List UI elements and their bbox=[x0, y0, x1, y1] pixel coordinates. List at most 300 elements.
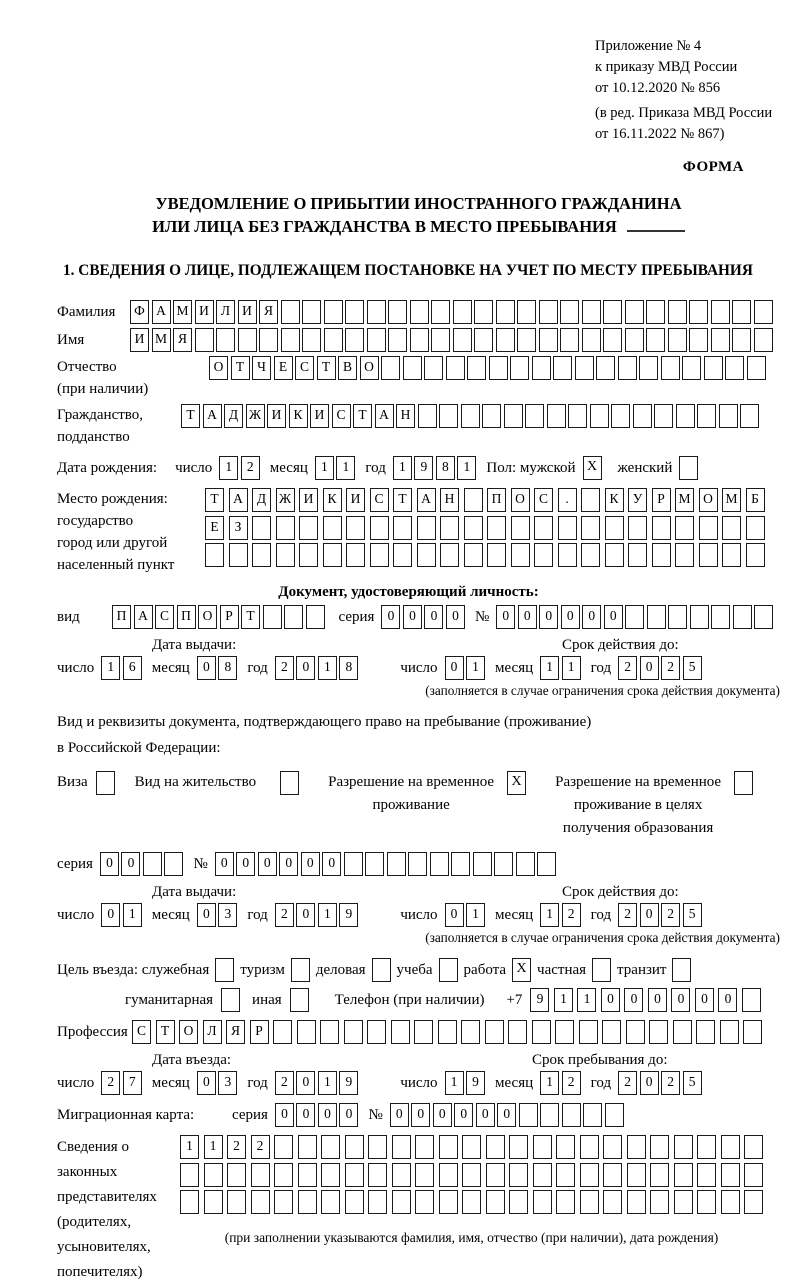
char-cell bbox=[711, 300, 730, 324]
permit-series-cells bbox=[100, 852, 184, 876]
char-cell: Т bbox=[231, 356, 250, 380]
char-cell: 2 bbox=[618, 903, 637, 927]
char-cell bbox=[274, 1163, 293, 1187]
id-valid-year-cells bbox=[618, 656, 702, 680]
char-cell: М bbox=[152, 328, 171, 352]
char-cell bbox=[618, 356, 637, 380]
char-cell bbox=[440, 516, 459, 540]
char-cell bbox=[370, 543, 389, 567]
id-number-cells bbox=[496, 605, 773, 629]
char-cell bbox=[580, 1135, 599, 1159]
char-cell: 2 bbox=[275, 903, 294, 927]
char-cell bbox=[682, 356, 701, 380]
char-cell bbox=[743, 1020, 762, 1044]
id-issue-month-cells bbox=[197, 656, 238, 680]
representatives-note: (при заполнении указываются фамилия, имя, отчество (при наличии), дата рождения) bbox=[224, 1229, 719, 1245]
char-cell: О bbox=[699, 488, 718, 512]
char-cell bbox=[453, 328, 472, 352]
char-cell bbox=[668, 605, 687, 629]
char-cell bbox=[532, 356, 551, 380]
permit-issue-month-cells bbox=[197, 903, 238, 927]
char-cell bbox=[533, 1163, 552, 1187]
char-cell: 1 bbox=[540, 656, 559, 680]
char-cell bbox=[324, 328, 343, 352]
entry-month-cells bbox=[197, 1071, 238, 1095]
char-cell: П bbox=[112, 605, 131, 629]
char-cell bbox=[403, 356, 422, 380]
char-cell: 0 bbox=[197, 1071, 216, 1095]
year-label: год bbox=[365, 459, 386, 476]
char-cell bbox=[540, 1103, 559, 1127]
char-cell bbox=[464, 516, 483, 540]
char-cell bbox=[722, 543, 741, 567]
char-cell bbox=[661, 356, 680, 380]
char-cell: 0 bbox=[445, 903, 464, 927]
char-cell bbox=[754, 605, 773, 629]
char-cell: 1 bbox=[315, 456, 334, 480]
char-cell: 0 bbox=[454, 1103, 473, 1127]
char-cell: И bbox=[299, 488, 318, 512]
char-cell: Е bbox=[205, 516, 224, 540]
char-cell bbox=[560, 328, 579, 352]
permit-issue-day-cells bbox=[101, 903, 142, 927]
char-cell bbox=[733, 605, 752, 629]
char-cell: 0 bbox=[648, 988, 667, 1012]
permit-issue-year-cells bbox=[275, 903, 359, 927]
char-cell bbox=[547, 404, 566, 428]
char-cell: С bbox=[155, 605, 174, 629]
char-cell bbox=[674, 1135, 693, 1159]
char-cell bbox=[626, 1020, 645, 1044]
char-cell bbox=[392, 1135, 411, 1159]
char-cell: 0 bbox=[403, 605, 422, 629]
char-cell bbox=[746, 516, 765, 540]
char-cell bbox=[345, 1135, 364, 1159]
char-cell bbox=[474, 328, 493, 352]
char-cell: Я bbox=[173, 328, 192, 352]
representatives-cells-block bbox=[180, 1135, 763, 1246]
residence-permit-option: Вид на жительство bbox=[135, 771, 299, 795]
char-cell: 2 bbox=[251, 1135, 270, 1159]
char-cell bbox=[344, 852, 363, 876]
char-cell: П bbox=[177, 605, 196, 629]
char-cell: 0 bbox=[424, 605, 443, 629]
char-cell: 2 bbox=[661, 903, 680, 927]
char-cell: К bbox=[605, 488, 624, 512]
annex-line-2: к приказу МВД России bbox=[595, 59, 738, 75]
char-cell bbox=[216, 328, 235, 352]
char-cell: Д bbox=[252, 488, 271, 512]
char-cell bbox=[461, 404, 480, 428]
char-cell: Т bbox=[317, 356, 336, 380]
char-cell bbox=[558, 543, 577, 567]
char-cell bbox=[274, 1135, 293, 1159]
char-cell: И bbox=[346, 488, 365, 512]
char-cell bbox=[446, 356, 465, 380]
permit-issue-date-label: Дата выдачи: bbox=[152, 884, 237, 900]
patronymic-cells bbox=[209, 356, 766, 380]
char-cell bbox=[696, 1020, 715, 1044]
char-cell bbox=[415, 1190, 434, 1214]
char-cell: 0 bbox=[601, 988, 620, 1012]
char-cell bbox=[516, 852, 535, 876]
char-cell bbox=[367, 300, 386, 324]
char-cell bbox=[676, 404, 695, 428]
char-cell: 0 bbox=[604, 605, 623, 629]
char-cell: 0 bbox=[322, 852, 341, 876]
month-label: месяц bbox=[269, 459, 308, 476]
id-limit-note: (заполняется в случае ограничения срока действия документа) bbox=[425, 683, 780, 698]
char-cell bbox=[430, 852, 449, 876]
char-cell bbox=[227, 1163, 246, 1187]
char-cell bbox=[581, 543, 600, 567]
char-cell bbox=[605, 543, 624, 567]
char-cell bbox=[519, 1103, 538, 1127]
char-cell: 0 bbox=[101, 903, 120, 927]
purpose-row bbox=[57, 958, 780, 982]
char-cell: 0 bbox=[539, 605, 558, 629]
id-kind-row bbox=[57, 605, 780, 629]
char-cell bbox=[281, 300, 300, 324]
permit-dates-block bbox=[57, 884, 780, 946]
char-cell: О bbox=[511, 488, 530, 512]
char-cell: Л bbox=[216, 300, 235, 324]
permit-valid-month-cells bbox=[540, 903, 581, 927]
id-issue-day-cells bbox=[101, 656, 142, 680]
char-cell: 0 bbox=[445, 656, 464, 680]
char-cell: М bbox=[722, 488, 741, 512]
char-cell: И bbox=[267, 404, 286, 428]
char-cell bbox=[628, 516, 647, 540]
char-cell bbox=[252, 543, 271, 567]
char-cell bbox=[274, 1190, 293, 1214]
char-cell bbox=[509, 1135, 528, 1159]
char-cell bbox=[273, 1020, 292, 1044]
char-cell bbox=[204, 1190, 223, 1214]
mig-number-label: № bbox=[368, 1106, 383, 1123]
char-cell: 1 bbox=[123, 903, 142, 927]
char-cell bbox=[525, 404, 544, 428]
phone-cells bbox=[530, 988, 761, 1012]
char-cell bbox=[487, 543, 506, 567]
char-cell bbox=[509, 1190, 528, 1214]
char-cell: 1 bbox=[562, 656, 581, 680]
char-cell bbox=[732, 328, 751, 352]
permit-series-row bbox=[57, 852, 780, 876]
char-cell bbox=[298, 1163, 317, 1187]
char-cell bbox=[299, 543, 318, 567]
char-cell: С bbox=[370, 488, 389, 512]
study-label: учеба bbox=[396, 961, 433, 978]
char-cell bbox=[462, 1190, 481, 1214]
char-cell: Л bbox=[203, 1020, 222, 1044]
char-cell bbox=[464, 488, 483, 512]
char-cell bbox=[689, 300, 708, 324]
char-cell: А bbox=[417, 488, 436, 512]
birth-place-cells-3 bbox=[205, 543, 765, 567]
char-cell bbox=[556, 1163, 575, 1187]
char-cell: 1 bbox=[466, 656, 485, 680]
char-cell: 0 bbox=[296, 903, 315, 927]
char-cell: 1 bbox=[457, 456, 476, 480]
stay-day-cells bbox=[445, 1071, 486, 1095]
char-cell bbox=[580, 1163, 599, 1187]
other-label: иная bbox=[252, 991, 282, 1008]
char-cell bbox=[486, 1163, 505, 1187]
char-cell bbox=[590, 404, 609, 428]
id-issue-year-cells bbox=[275, 656, 359, 680]
char-cell bbox=[439, 1190, 458, 1214]
char-cell bbox=[511, 516, 530, 540]
char-cell bbox=[509, 1163, 528, 1187]
birth-place-cells-block bbox=[205, 488, 765, 567]
day-label: число bbox=[175, 459, 213, 476]
char-cell bbox=[438, 1020, 457, 1044]
char-cell: Р bbox=[652, 488, 671, 512]
char-cell bbox=[625, 300, 644, 324]
char-cell bbox=[345, 1163, 364, 1187]
private-label: частная bbox=[537, 961, 587, 978]
permit-options-row bbox=[57, 771, 780, 840]
sex-male-label: Пол: мужской bbox=[486, 459, 576, 476]
purpose-work-checkbox: X bbox=[512, 958, 531, 982]
char-cell bbox=[534, 516, 553, 540]
char-cell: З bbox=[229, 516, 248, 540]
char-cell: 9 bbox=[414, 456, 433, 480]
char-cell: 0 bbox=[433, 1103, 452, 1127]
id-issue-date-label: Дата выдачи: bbox=[152, 637, 237, 653]
permit-number-cells bbox=[215, 852, 557, 876]
char-cell bbox=[408, 852, 427, 876]
phone-label: Телефон (при наличии) bbox=[334, 991, 485, 1008]
char-cell: А bbox=[229, 488, 248, 512]
char-cell bbox=[511, 543, 530, 567]
char-cell bbox=[344, 1020, 363, 1044]
char-cell: 0 bbox=[296, 1103, 315, 1127]
visa-checkbox bbox=[96, 771, 115, 795]
char-cell: А bbox=[203, 404, 222, 428]
char-cell: 8 bbox=[218, 656, 237, 680]
char-cell bbox=[431, 300, 450, 324]
char-cell bbox=[560, 300, 579, 324]
char-cell bbox=[605, 1103, 624, 1127]
char-cell bbox=[754, 300, 773, 324]
char-cell: С bbox=[534, 488, 553, 512]
char-cell bbox=[674, 1190, 693, 1214]
char-cell bbox=[582, 300, 601, 324]
char-cell: Т bbox=[241, 605, 260, 629]
char-cell bbox=[388, 300, 407, 324]
char-cell: Ф bbox=[130, 300, 149, 324]
char-cell: 0 bbox=[446, 605, 465, 629]
char-cell bbox=[388, 328, 407, 352]
char-cell bbox=[646, 300, 665, 324]
id-valid-day-cells bbox=[445, 656, 486, 680]
char-cell: 5 bbox=[683, 1071, 702, 1095]
form-label: ФОРМА bbox=[682, 159, 744, 175]
char-cell: Б bbox=[746, 488, 765, 512]
char-cell: 0 bbox=[640, 656, 659, 680]
char-cell: . bbox=[558, 488, 577, 512]
char-cell bbox=[517, 300, 536, 324]
char-cell bbox=[259, 328, 278, 352]
char-cell bbox=[439, 1163, 458, 1187]
char-cell bbox=[410, 328, 429, 352]
edu-permit-checkbox bbox=[734, 771, 753, 795]
char-cell bbox=[690, 605, 709, 629]
char-cell: 9 bbox=[466, 1071, 485, 1095]
char-cell bbox=[321, 1190, 340, 1214]
char-cell bbox=[415, 1135, 434, 1159]
char-cell: 0 bbox=[390, 1103, 409, 1127]
char-cell bbox=[496, 300, 515, 324]
char-cell bbox=[387, 852, 406, 876]
char-cell: 0 bbox=[339, 1103, 358, 1127]
char-cell bbox=[417, 543, 436, 567]
permit-series-label: серия bbox=[57, 855, 93, 872]
id-valid-date-row: число 0 1 месяц 1 1 год 2 0 2 5 bbox=[400, 656, 701, 680]
char-cell: 2 bbox=[275, 656, 294, 680]
char-cell: П bbox=[487, 488, 506, 512]
char-cell bbox=[579, 1020, 598, 1044]
section1-heading: 1. СВЕДЕНИЯ О ЛИЦЕ, ПОДЛЕЖАЩЕМ ПОСТАНОВКЕ НА УЧЕТ ПО МЕСТУ ПРЕБЫВАНИЯ bbox=[63, 262, 753, 279]
char-cell: М bbox=[675, 488, 694, 512]
citizenship-cells bbox=[181, 404, 759, 428]
char-cell bbox=[517, 328, 536, 352]
mig-series-label: серия bbox=[232, 1106, 268, 1123]
char-cell bbox=[485, 1020, 504, 1044]
char-cell bbox=[673, 1020, 692, 1044]
permit-issue-date-row: число 0 1 месяц 0 3 год 2 0 1 9 bbox=[57, 903, 358, 927]
char-cell bbox=[486, 1190, 505, 1214]
char-cell: 7 bbox=[123, 1071, 142, 1095]
purpose-humanitarian-checkbox bbox=[221, 988, 240, 1012]
surname-label: Фамилия bbox=[57, 304, 116, 320]
char-cell bbox=[650, 1135, 669, 1159]
visa-option: Виза bbox=[57, 771, 115, 795]
id-issue-date-row: число 1 6 месяц 0 8 год 2 0 1 8 bbox=[57, 656, 358, 680]
char-cell: Т bbox=[156, 1020, 175, 1044]
char-cell: 0 bbox=[301, 852, 320, 876]
char-cell bbox=[462, 1135, 481, 1159]
char-cell: 1 bbox=[336, 456, 355, 480]
humanitarian-label: гуманитарная bbox=[125, 991, 214, 1008]
char-cell bbox=[602, 1020, 621, 1044]
char-cell: 2 bbox=[241, 456, 260, 480]
page-title bbox=[57, 192, 780, 238]
char-cell: О bbox=[179, 1020, 198, 1044]
residence-doc-text: Вид и реквизиты документа, подтверждающего право на пребывание (проживание) в Российской Федерации: bbox=[57, 714, 592, 756]
char-cell bbox=[649, 1020, 668, 1044]
char-cell bbox=[534, 543, 553, 567]
temp-permit-checkbox: X bbox=[507, 771, 526, 795]
char-cell bbox=[639, 356, 658, 380]
char-cell: 1 bbox=[540, 1071, 559, 1095]
purpose-private-checkbox bbox=[592, 958, 611, 982]
birth-place-label: Место рождения: государство город или другой населенный пункт bbox=[57, 491, 175, 573]
char-cell bbox=[580, 1190, 599, 1214]
char-cell bbox=[647, 605, 666, 629]
annex-wrap bbox=[57, 36, 780, 145]
edu-permit-option: Разрешение на временное проживание в целях получения образования bbox=[550, 771, 753, 840]
title-line-2: ИЛИ ЛИЦА БЕЗ ГРАЖДАНСТВА В МЕСТО ПРЕБЫВАНИЯ bbox=[57, 215, 780, 238]
blank-underline bbox=[627, 216, 685, 232]
char-cell: 0 bbox=[318, 1103, 337, 1127]
id-kind-cells bbox=[112, 605, 325, 629]
char-cell bbox=[227, 1190, 246, 1214]
char-cell bbox=[674, 1163, 693, 1187]
tourism-label: туризм bbox=[240, 961, 285, 978]
char-cell bbox=[697, 1190, 716, 1214]
char-cell: 1 bbox=[318, 1071, 337, 1095]
char-cell bbox=[229, 543, 248, 567]
sex-female-checkbox bbox=[679, 456, 698, 480]
char-cell bbox=[451, 852, 470, 876]
plus7-label: +7 bbox=[506, 991, 523, 1008]
char-cell bbox=[721, 1135, 740, 1159]
char-cell bbox=[323, 543, 342, 567]
char-cell: 0 bbox=[197, 903, 216, 927]
char-cell bbox=[746, 543, 765, 567]
char-cell: 1 bbox=[540, 903, 559, 927]
char-cell: 8 bbox=[339, 656, 358, 680]
char-cell bbox=[605, 516, 624, 540]
representatives-label: Сведения о законных представителях (родителях, усыновителях, попечителях) bbox=[57, 1139, 157, 1280]
char-cell bbox=[367, 1020, 386, 1044]
char-cell: 1 bbox=[466, 903, 485, 927]
char-cell: 0 bbox=[411, 1103, 430, 1127]
char-cell bbox=[555, 1020, 574, 1044]
purpose-row-2 bbox=[125, 988, 780, 1012]
permit-valid-date-row: число 0 1 месяц 1 2 год 2 0 2 5 bbox=[400, 903, 701, 927]
name-label: Имя bbox=[57, 332, 85, 348]
char-cell: С bbox=[332, 404, 351, 428]
char-cell bbox=[603, 1190, 622, 1214]
char-cell bbox=[633, 404, 652, 428]
char-cell bbox=[532, 1020, 551, 1044]
char-cell bbox=[486, 1135, 505, 1159]
char-cell bbox=[603, 328, 622, 352]
char-cell: 0 bbox=[496, 605, 515, 629]
char-cell: 0 bbox=[582, 605, 601, 629]
char-cell: Ж bbox=[276, 488, 295, 512]
char-cell: 0 bbox=[215, 852, 234, 876]
char-cell bbox=[393, 543, 412, 567]
stay-month-cells bbox=[540, 1071, 581, 1095]
char-cell: А bbox=[152, 300, 171, 324]
char-cell: А bbox=[134, 605, 153, 629]
char-cell bbox=[418, 404, 437, 428]
char-cell bbox=[467, 356, 486, 380]
char-cell bbox=[299, 516, 318, 540]
birth-place-cells-1 bbox=[205, 488, 765, 512]
char-cell bbox=[323, 516, 342, 540]
char-cell: 0 bbox=[518, 605, 537, 629]
patronymic-label: Отчество (при наличии) bbox=[57, 359, 149, 397]
char-cell: С bbox=[295, 356, 314, 380]
char-cell: 0 bbox=[296, 656, 315, 680]
char-cell: 1 bbox=[101, 656, 120, 680]
char-cell bbox=[539, 300, 558, 324]
char-cell: И bbox=[195, 300, 214, 324]
char-cell bbox=[494, 852, 513, 876]
char-cell: С bbox=[132, 1020, 151, 1044]
annex-note-line-2: от 16.11.2022 № 867) bbox=[595, 126, 725, 142]
char-cell: 0 bbox=[640, 1071, 659, 1095]
mig-number-cells bbox=[390, 1103, 624, 1127]
annex-reference bbox=[595, 36, 780, 145]
char-cell bbox=[439, 1135, 458, 1159]
